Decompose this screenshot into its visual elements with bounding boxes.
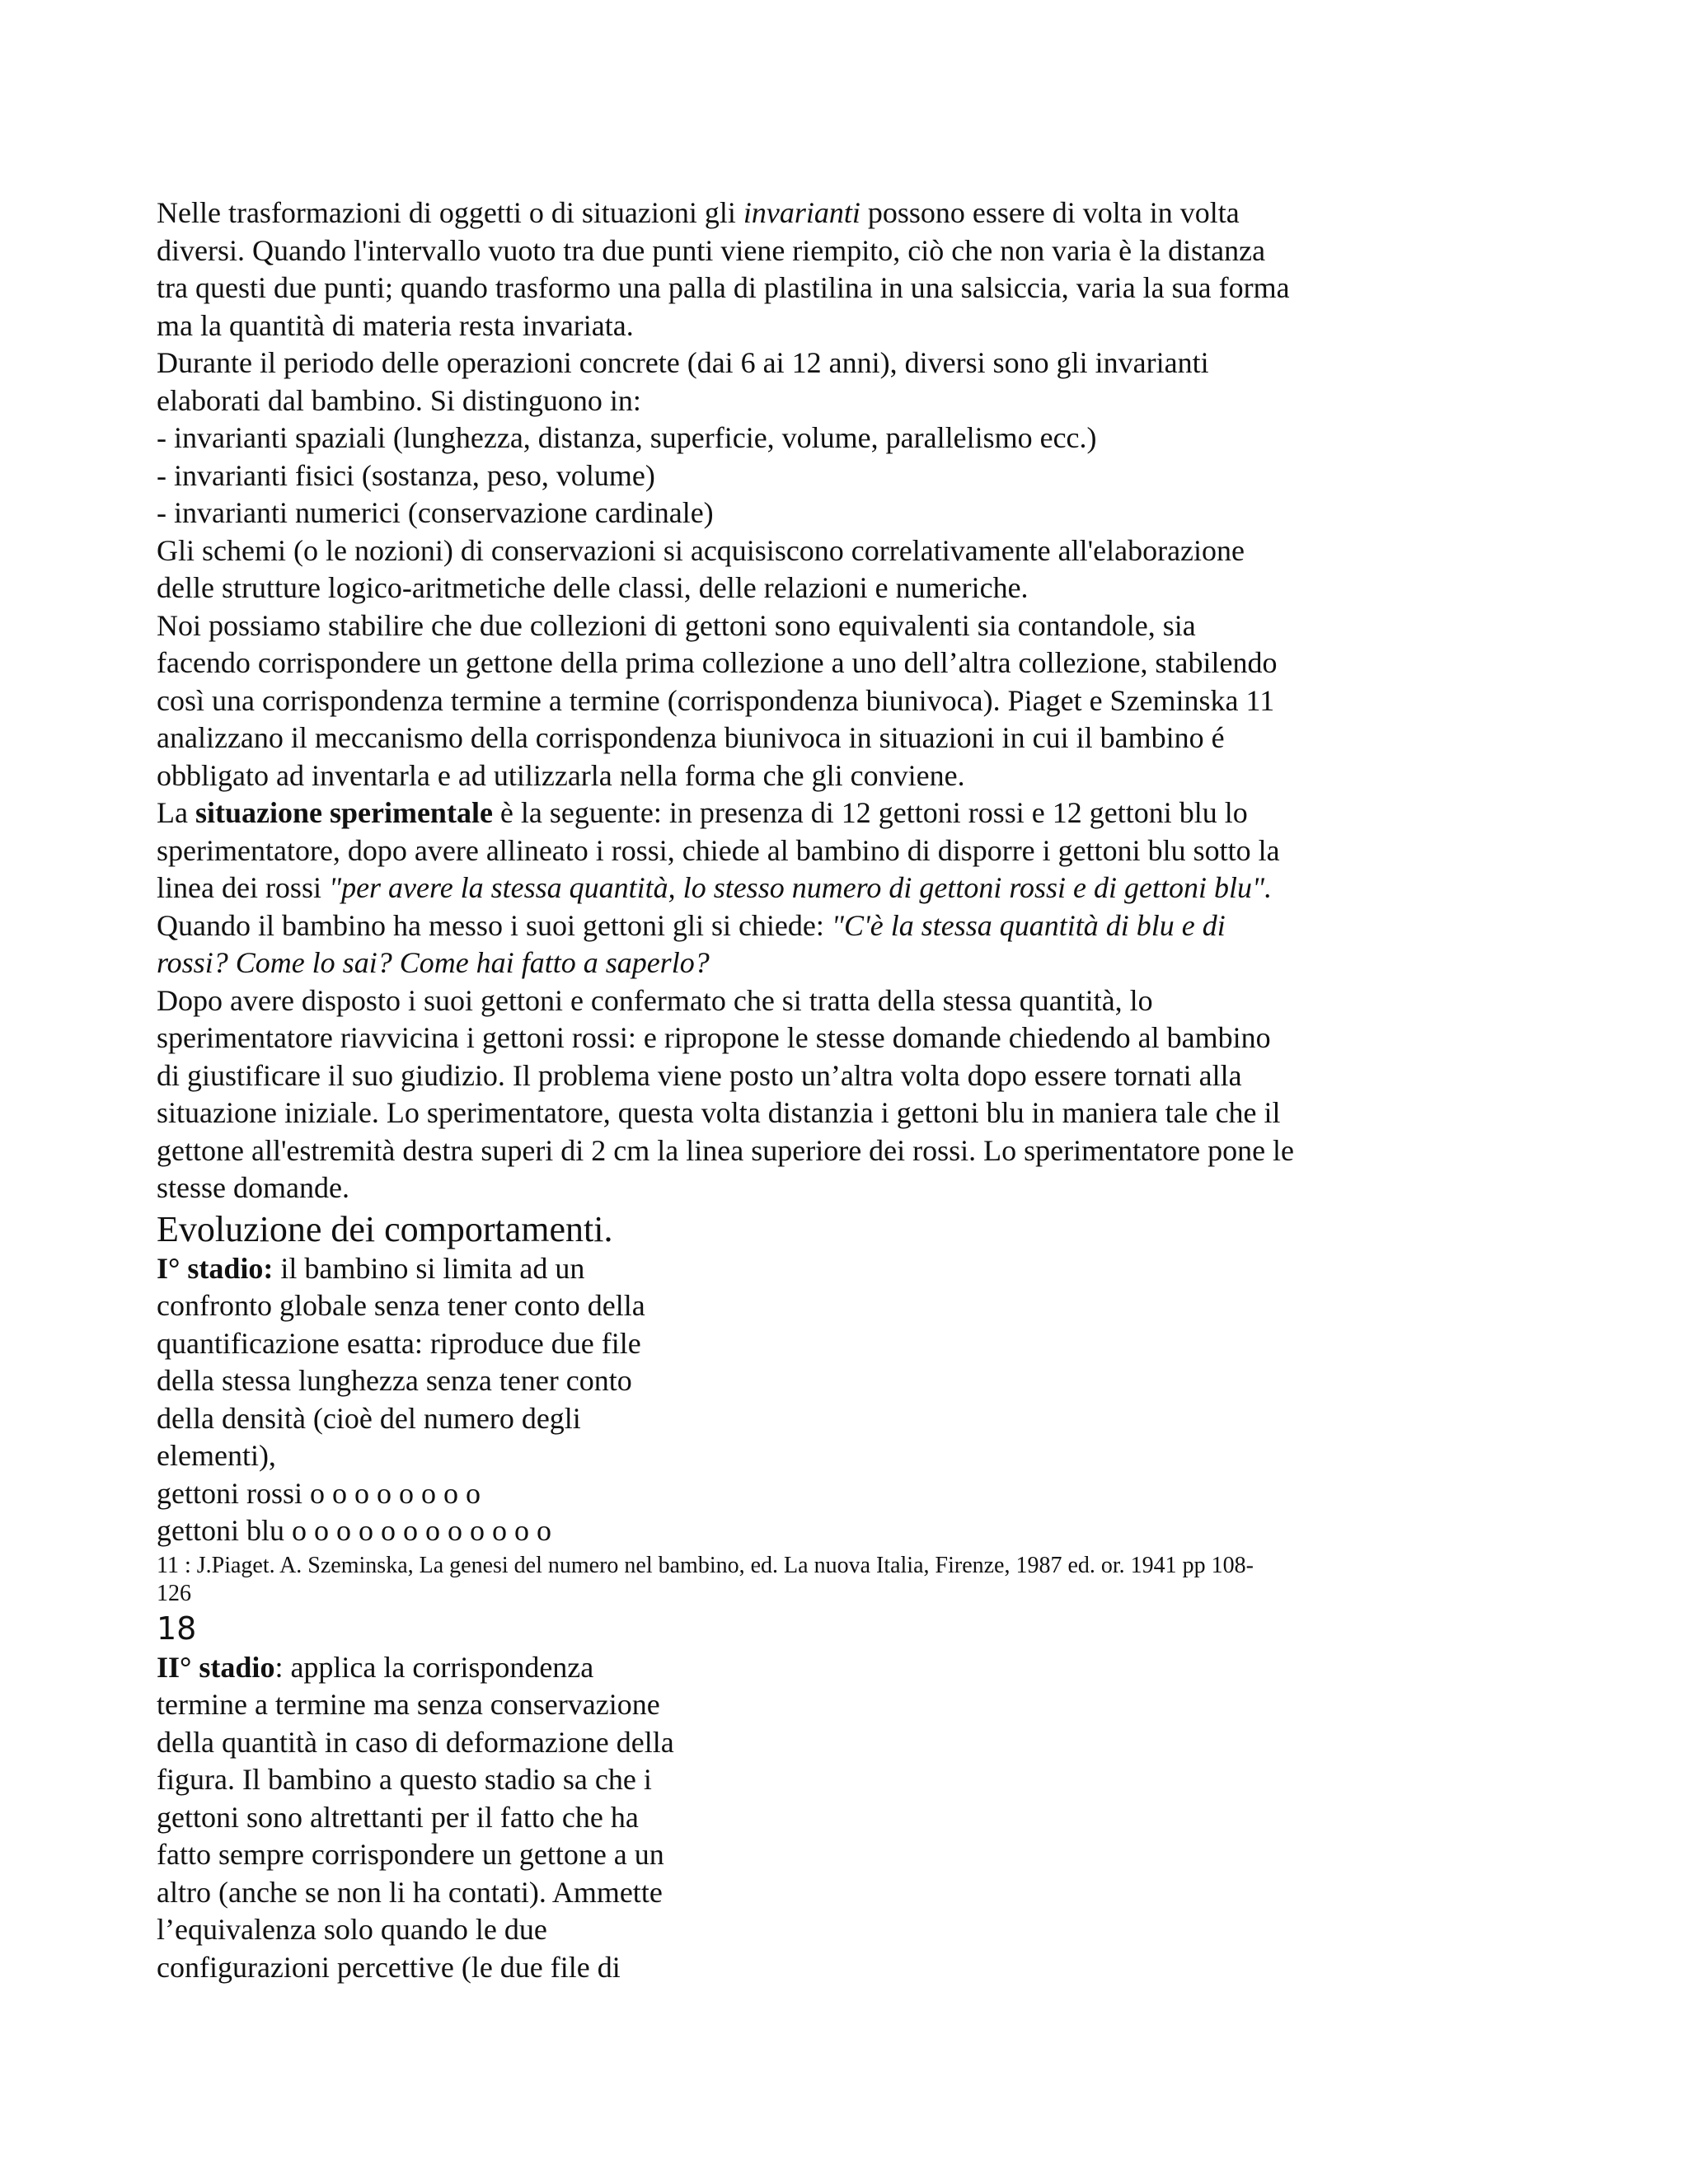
paragraph-line: delle strutture logico-aritmetiche delle classi, delle relazioni e numeriche. — [157, 571, 1029, 604]
stage-1-line: gettoni blu o o o o o o o o o o o o — [157, 1514, 551, 1547]
italic-text: "per avere la stessa quantità, lo stesso numero di gettoni rossi e di gettoni blu". — [328, 871, 1273, 904]
body-text — [157, 194, 1541, 1207]
paragraph-line: sperimentatore, dopo avere allineato i rossi, chiede al bambino di disporre i gettoni blu sotto la — [157, 833, 1280, 867]
bold-text: I° stadio: — [157, 1251, 274, 1285]
paragraph-line: così una corrispondenza termine a termine (corrispondenza biunivoca). Piaget e Szeminska 11 — [157, 683, 1275, 717]
paragraph-line — [157, 944, 1541, 982]
paragraph-line: gettone all'estremità destra superi di 2 cm la linea superiore dei rossi. Lo sperimentatore pone le — [157, 1133, 1295, 1167]
italic-text: rossi? Come lo sai? Come hai fatto a saperlo? — [157, 946, 710, 979]
paragraph-line: facendo corrispondere un gettone della prima collezione a uno dell’altra collezione, stabilendo — [157, 646, 1278, 679]
footnote-marker: 11 — [157, 1552, 179, 1578]
paragraph-line: analizzano il meccanismo della corrispondenza biunivoca in situazioni in cui il bambino é — [157, 721, 1225, 754]
paragraph-line: stesse domande. — [157, 1171, 349, 1204]
stage-1-line: I° stadio: il bambino si limita ad un — [157, 1251, 585, 1285]
paragraph-line: - invarianti spaziali (lunghezza, distanza, superficie, volume, parallelismo ecc.) — [157, 421, 1097, 454]
stage-1-line: quantificazione esatta: riproduce due file — [157, 1326, 641, 1360]
document-page — [157, 194, 1541, 1986]
section-heading: Evoluzione dei comportamenti. — [157, 1208, 613, 1249]
paragraph-line: - invarianti fisici (sostanza, peso, volume) — [157, 458, 655, 492]
page-number: 18 — [157, 1610, 197, 1647]
paragraph-line: situazione iniziale. Lo sperimentatore, questa volta distanzia i gettoni blu in maniera tale che il — [157, 1096, 1281, 1129]
stage-2-line: configurazioni percettive (le due file di — [157, 1950, 621, 1984]
stage-2-line: l’equivalenza solo quando le due — [157, 1913, 547, 1946]
italic-text: "C'è la stessa quantità di blu e di — [831, 908, 1226, 942]
stage-1-line: elementi), — [157, 1439, 276, 1472]
stage-1-text — [157, 1250, 1541, 1550]
paragraph-line: elaborati dal bambino. Si distinguono in: — [157, 383, 641, 417]
paragraph-line: Dopo avere disposto i suoi gettoni e confermato che si tratta della stessa quantità, lo — [157, 983, 1153, 1017]
paragraph-line: sperimentatore riavvicina i gettoni rossi: e ripropone le stesse domande chiedendo al bambino — [157, 1021, 1271, 1054]
bold-text: situazione sperimentale — [195, 796, 493, 829]
stage-2-line: figura. Il bambino a questo stadio sa che i — [157, 1763, 652, 1796]
stage-2-text — [157, 1649, 1541, 1987]
stage-2-line: gettoni sono altrettanti per il fatto che ha — [157, 1800, 639, 1834]
paragraph-line: obbligato ad inventarla e ad utilizzarla nella forma che gli conviene. — [157, 758, 965, 792]
paragraph-line: Nelle trasformazioni di oggetti o di situazioni gli invarianti possono essere di volta in volta — [157, 196, 1240, 229]
paragraph-line: linea dei rossi "per avere la stessa quantità, lo stesso numero di gettoni rossi e di gettoni blu". — [157, 871, 1273, 904]
paragraph-line: tra questi due punti; quando trasformo una palla di plastilina in una salsiccia, varia la sua forma — [157, 271, 1290, 304]
stage-2-line: altro (anche se non li ha contati). Ammette — [157, 1875, 663, 1909]
paragraph-line: di giustificare il suo giudizio. Il problema viene posto un’altra volta dopo essere tornati alla — [157, 1058, 1242, 1092]
stage-2-line: della quantità in caso di deformazione della — [157, 1725, 674, 1759]
stage-2-line: fatto sempre corrispondere un gettone a un — [157, 1838, 664, 1871]
stage-1-line: gettoni rossi o o o o o o o o — [157, 1476, 481, 1510]
stage-2-line: termine a termine ma senza conservazione — [157, 1688, 660, 1721]
paragraph-line: - invarianti numerici (conservazione cardinale) — [157, 496, 714, 529]
paragraph-line: Durante il periodo delle operazioni concrete (dai 6 ai 12 anni), diversi sono gli invarianti — [157, 346, 1209, 379]
footnote-text: : J.Piaget. A. Szeminska, La genesi del numero nel bambino, ed. La nuova Italia, Firenze, 1987 ed. or. 1941 pp 108- — [178, 1552, 1254, 1578]
paragraph-line: diversi. Quando l'intervallo vuoto tra due punti viene riempito, ciò che non varia è la distanza — [157, 233, 1266, 267]
stage-1-line: della densità (cioè del numero degli — [157, 1401, 581, 1435]
paragraph-line: Noi possiamo stabilire che due collezioni di gettoni sono equivalenti sia contandole, sia — [157, 608, 1196, 642]
paragraph-line: La situazione sperimentale è la seguente: in presenza di 12 gettoni rossi e 12 gettoni blu lo — [157, 796, 1248, 829]
paragraph-line: Quando il bambino ha messo i suoi gettoni gli si chiede: "C'è la stessa quantità di blu e di — [157, 908, 1226, 942]
footnote-text-continued: 126 — [157, 1580, 191, 1606]
paragraph-line: Gli schemi (o le nozioni) di conservazioni si acquisiscono correlativamente all'elaborazione — [157, 533, 1245, 567]
stage-1-line: confronto globale senza tener conto della — [157, 1289, 645, 1322]
footnote — [157, 1552, 1541, 1608]
stage-2-line: II° stadio: applica la corrispondenza — [157, 1650, 594, 1684]
bold-text: II° stadio — [157, 1650, 275, 1684]
italic-text: invarianti — [743, 196, 860, 229]
stage-1-line: della stessa lunghezza senza tener conto — [157, 1364, 632, 1397]
paragraph-line: ma la quantità di materia resta invariata. — [157, 308, 634, 342]
